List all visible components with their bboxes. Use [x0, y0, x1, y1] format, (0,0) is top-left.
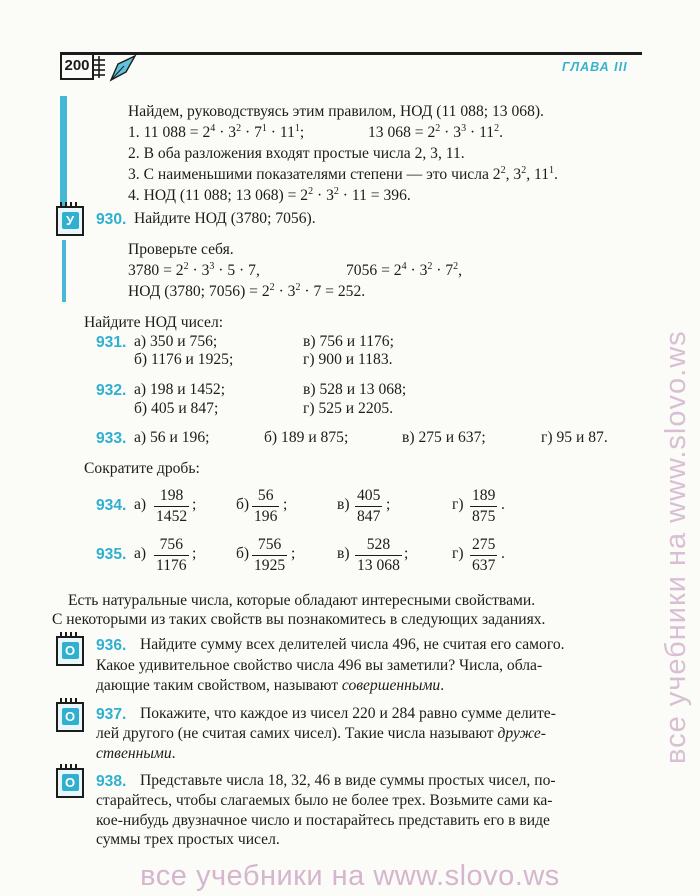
- text: · 7 = 252.: [300, 283, 366, 300]
- task-932-number: 932.: [96, 382, 127, 399]
- task-931-b: б) 1176 и 1925;: [134, 351, 234, 368]
- intro-line-1: Есть натуральные числа, которые обладают интересными свойствами.: [68, 592, 536, 609]
- text: .: [440, 677, 445, 694]
- exp: 2: [427, 261, 433, 272]
- task-934-d-end: .: [501, 496, 505, 513]
- numerator: 405: [357, 487, 381, 504]
- exp: 2: [494, 123, 500, 134]
- term: ственными: [96, 745, 172, 762]
- side-watermark: все учебники на www.slovo.ws: [660, 330, 692, 764]
- task-934-c-label: в): [337, 496, 350, 513]
- term: совершенными: [341, 677, 441, 694]
- task-931-d: г) 900 и 1183.: [303, 351, 393, 368]
- task-937-line-1: Покажите, что каждое из чисел 220 и 284 равно сумме делите-: [140, 705, 556, 722]
- chapter-title: ГЛАВА III: [562, 60, 628, 74]
- denominator: 1176: [156, 557, 187, 574]
- icon-letter: У: [62, 212, 79, 229]
- task-934-b-fraction: [252, 487, 279, 526]
- spiral-binding-icon: [93, 56, 107, 78]
- intro-line-2: С некоторыми из таких свойств вы познакомитесь в следующих заданиях.: [52, 611, 546, 628]
- task-930-line-1: [128, 262, 260, 280]
- notebook-rings: [60, 764, 80, 770]
- rule-side-bar: [60, 96, 67, 210]
- rule-intro: Найдем, руководствуясь этим правилом, НОД (11 088; 13 068).: [128, 103, 544, 120]
- numerator: 756: [257, 536, 282, 553]
- rule-step-2: 2. В оба разложения входят простые числа 2, 3, 11.: [128, 145, 465, 162]
- task-935-number: 935.: [96, 546, 127, 563]
- task-935-c-fraction: [355, 536, 402, 575]
- exp: 3: [461, 123, 467, 134]
- page-number: 200: [60, 52, 94, 80]
- denominator: 847: [357, 508, 381, 525]
- text: .: [171, 745, 176, 762]
- notebook-rings: [60, 632, 80, 638]
- answer-side-bar: [62, 240, 66, 302]
- task-935-b-end: ;: [291, 545, 296, 562]
- task-936-line-1: Найдите сумму всех делителей числа 496, не считая его самого.: [140, 636, 565, 653]
- task-937-number: 937.: [96, 706, 127, 723]
- text: ;: [299, 124, 305, 141]
- denominator: 13 068: [357, 557, 400, 574]
- task-935-d-fraction: [470, 536, 497, 575]
- task-936-line-2: Какое удивительное свойство числа 496 вы заметили? Числа, обла-: [96, 657, 543, 674]
- text: НОД (3780; 7056) = 2: [128, 283, 270, 300]
- icon-letter: О: [62, 642, 79, 659]
- exp: 2: [236, 123, 242, 134]
- task-931-number: 931.: [96, 334, 127, 351]
- rule-step-3: [128, 166, 558, 184]
- task-935-a-label: а): [134, 545, 147, 562]
- rule-step-1: [128, 124, 304, 142]
- task-935-d-label: г): [452, 545, 464, 562]
- task-935-c-end: ;: [404, 545, 409, 562]
- text: · 11: [466, 124, 495, 141]
- numerator: 275: [472, 536, 496, 553]
- task-930-notebook-icon: [56, 206, 84, 236]
- text: · 11 = 396.: [338, 187, 411, 204]
- task-938-line-1: Представьте числа 18, 32, 46 в виде суммы простых чисел, по-: [140, 772, 556, 789]
- text: .: [499, 124, 503, 141]
- text: , 3: [505, 166, 522, 183]
- text: 13 068 = 2: [368, 124, 436, 141]
- task-934-d-fraction: [470, 487, 497, 526]
- task-934-number: 934.: [96, 497, 127, 514]
- task-935-d-end: .: [501, 545, 505, 562]
- task-934-d-label: г): [452, 496, 464, 513]
- task-930-number: 930.: [96, 211, 127, 228]
- text: · 3: [274, 283, 296, 300]
- task-934-b-label: б): [236, 496, 250, 513]
- text: · 3: [313, 187, 334, 204]
- task-932-b: б) 405 и 847;: [134, 400, 219, 417]
- rule-step-4: [128, 187, 411, 205]
- task-935-c-label: в): [337, 545, 350, 562]
- task-937-line-3: [96, 745, 176, 763]
- denominator: 1452: [156, 508, 188, 525]
- numerator: 56: [257, 487, 274, 504]
- task-934-c-fraction: [355, 487, 382, 526]
- task-934-a-label: а): [134, 496, 147, 513]
- pen-nib-icon: [108, 54, 138, 82]
- text: ,: [458, 262, 463, 279]
- task-931-a: а) 350 и 756;: [134, 333, 218, 350]
- task-932-a: а) 198 и 1452;: [134, 381, 226, 398]
- text: · 3: [188, 262, 210, 279]
- exp: 2: [308, 186, 314, 197]
- notebook-rings: [60, 202, 80, 208]
- task-932-d: г) 525 и 2205.: [303, 400, 394, 417]
- task-933-a: а) 56 и 196;: [134, 429, 210, 446]
- icon-letter: О: [62, 774, 79, 791]
- text: дающие таким свойством, называют: [96, 677, 342, 694]
- numerator: 528: [366, 536, 391, 553]
- task-933-number: 933.: [96, 430, 127, 447]
- task-936-line-3: [96, 677, 444, 695]
- denominator: 196: [254, 508, 278, 525]
- exp: 1: [261, 123, 267, 134]
- task-935-a-end: ;: [192, 545, 197, 562]
- task-938-number: 938.: [96, 773, 127, 790]
- exp: 4: [210, 123, 216, 134]
- exp: 4: [401, 261, 407, 272]
- text: · 3: [215, 124, 237, 141]
- text: 1. 11 088 = 2: [128, 124, 211, 141]
- exp: 2: [183, 261, 189, 272]
- task-934-b-end: ;: [283, 496, 288, 513]
- task-938-line-4: суммы трех простых чисел.: [96, 831, 280, 848]
- exp: 2: [453, 261, 459, 272]
- icon-letter: О: [62, 708, 79, 725]
- task-935-b-label: б): [236, 545, 250, 562]
- exp: 2: [295, 282, 301, 293]
- task-936-number: 936.: [96, 637, 127, 654]
- bottom-watermark: все учебники на www.slovo.ws: [140, 860, 560, 892]
- notebook-rings: [60, 698, 80, 704]
- reduce-heading: Сократите дробь:: [84, 460, 200, 477]
- text: 7056 = 2: [346, 262, 402, 279]
- task-938-line-3: кое-нибудь двузначное число и постарайтесь представить его в виде: [96, 812, 550, 829]
- task-934-c-end: ;: [386, 496, 391, 513]
- exp: 2: [333, 186, 339, 197]
- task-935-b-fraction: [252, 536, 287, 575]
- task-936-notebook-icon: [56, 636, 84, 666]
- exp: 2: [521, 165, 527, 176]
- task-930-line-2: [128, 283, 365, 301]
- denominator: 637: [472, 557, 496, 574]
- header-rule: [60, 52, 642, 55]
- task-937-line-2: [96, 725, 546, 743]
- task-930-check: Проверьте себя.: [128, 241, 234, 258]
- task-933-c: в) 275 и 637;: [402, 429, 486, 446]
- gcd-heading: Найдите НОД чисел:: [84, 314, 224, 331]
- numerator: 198: [159, 487, 184, 504]
- task-938-notebook-icon: [56, 768, 84, 798]
- text: , 11: [526, 166, 550, 183]
- text: .: [554, 166, 558, 183]
- exp: 1: [294, 123, 300, 134]
- task-937-notebook-icon: [56, 702, 84, 732]
- task-933-b: б) 189 и 875;: [264, 429, 349, 446]
- text: · 3: [406, 262, 428, 279]
- exp: 2: [500, 165, 506, 176]
- task-930-line-1-second: [346, 262, 462, 280]
- denominator: 875: [472, 508, 496, 525]
- exp: 3: [209, 261, 215, 272]
- text: · 11: [266, 124, 295, 141]
- text: · 5 · 7,: [214, 262, 260, 279]
- task-932-c: в) 528 и 13 068;: [303, 381, 407, 398]
- text: · 7: [241, 124, 262, 141]
- text: · 3: [440, 124, 462, 141]
- numerator: 756: [159, 536, 183, 553]
- task-938-line-2: старайтесь, чтобы слагаемых было не более трех. Возьмите сами ка-: [96, 792, 553, 809]
- task-931-c: в) 756 и 1176;: [303, 333, 394, 350]
- term: друже-: [497, 725, 546, 742]
- denominator: 1925: [254, 557, 286, 574]
- task-935-a-fraction: [154, 536, 189, 575]
- text: 3. С наименьшими показателями степени — это числа 2: [128, 166, 501, 183]
- text: 4. НОД (11 088; 13 068) = 2: [128, 187, 309, 204]
- rule-step-1-second: [368, 124, 503, 142]
- exp: 1: [549, 165, 555, 176]
- text: · 7: [432, 262, 454, 279]
- text: лей другого (не считая самих чисел). Такие числа называют: [96, 725, 498, 742]
- task-934-a-end: ;: [192, 496, 197, 513]
- task-934-a-fraction: [154, 487, 189, 526]
- task-930-text: Найдите НОД (3780; 7056).: [134, 210, 316, 227]
- exp: 2: [269, 282, 275, 293]
- numerator: 189: [472, 487, 496, 504]
- text: 3780 = 2: [128, 262, 184, 279]
- exp: 2: [435, 123, 441, 134]
- task-933-d: г) 95 и 87.: [541, 429, 608, 446]
